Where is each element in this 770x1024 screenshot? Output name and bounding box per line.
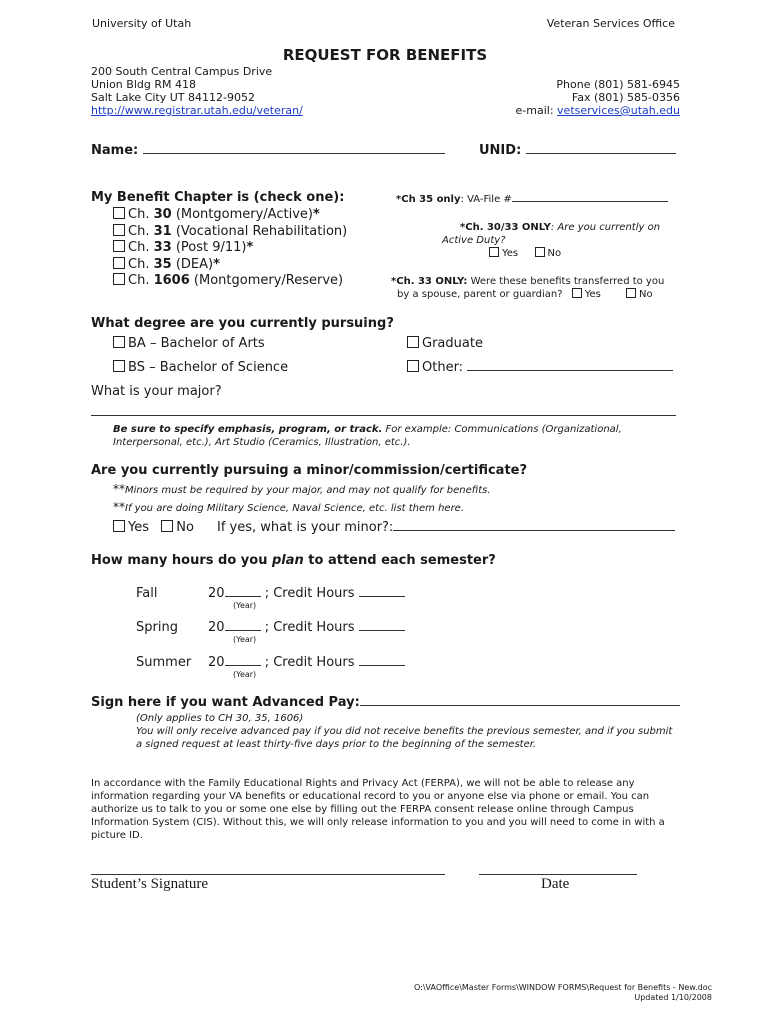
date-label: Date: [541, 876, 570, 892]
credit-hours-label: ; Credit Hours: [264, 655, 355, 670]
ch30-active-duty: [442, 221, 660, 260]
credit-hours-label: ; Credit Hours: [264, 586, 355, 601]
phone-number: Phone (801) 581-6945: [556, 78, 680, 91]
checkbox[interactable]: [407, 360, 419, 372]
minor-yes-label: Yes: [128, 520, 149, 535]
degree-heading: What degree are you currently pursuing?: [91, 316, 394, 331]
degree-bs[interactable]: [113, 360, 288, 375]
name-input-line[interactable]: [143, 153, 445, 154]
chapter-option-33[interactable]: [113, 240, 347, 257]
advance-pay-field: [91, 695, 680, 710]
term-label: Spring: [136, 620, 178, 635]
major-question: What is your major?: [91, 384, 222, 399]
chapter-number: 1606: [153, 273, 190, 288]
ferpa-line: Information System (CIS). Without this, we will only release information to you and you will need to come in with a: [91, 817, 665, 828]
page-title: [0, 46, 770, 64]
year-input-line[interactable]: [225, 665, 261, 666]
term-row-spring: [208, 620, 405, 635]
ch35-text: : VA-File #: [460, 194, 512, 205]
credit-hours-input-line[interactable]: [359, 596, 405, 597]
minor-no-checkbox[interactable]: [161, 520, 173, 532]
chapter-asterisk: *: [246, 240, 254, 255]
address-block: [91, 65, 303, 117]
minor-input-line[interactable]: [393, 530, 675, 531]
advance-pay-notes: [136, 712, 672, 751]
ch33-text: Were these benefits transferred to you: [467, 276, 665, 287]
date-line[interactable]: [479, 874, 637, 875]
year-note: (Year): [233, 601, 257, 610]
no-label: No: [639, 289, 653, 300]
va-file-input-line[interactable]: [512, 201, 668, 202]
contact-block: [516, 78, 680, 117]
degree-other-label: Other:: [422, 360, 464, 375]
email-label: e-mail:: [515, 104, 558, 117]
major-input-line[interactable]: [91, 415, 676, 416]
advance-note1: (Only applies to CH 30, 35, 1606): [136, 713, 304, 724]
major-note-line2: Interpersonal, etc.), Art Studio (Ceramics, Illustration, etc.).: [113, 437, 411, 448]
chapter-number: 30: [153, 207, 172, 222]
advance-pay-heading: Sign here if you want Advanced Pay:: [91, 695, 360, 710]
chapter-prefix: Ch.: [128, 273, 154, 288]
chapter-prefix: Ch.: [128, 223, 154, 239]
major-note: [113, 423, 622, 449]
chapter-option-30[interactable]: [113, 207, 347, 224]
ch30-text2: Active Duty?: [442, 235, 506, 246]
chapter-option-1606[interactable]: [113, 273, 347, 290]
year-note: (Year): [233, 635, 257, 644]
ferpa-line: picture ID.: [91, 830, 143, 841]
student-signature-line[interactable]: [91, 874, 445, 875]
chapter-prefix: Ch.: [128, 207, 154, 222]
year-prefix: 20: [208, 586, 225, 601]
office-website-link[interactable]: http://www.registrar.utah.edu/veteran/: [91, 104, 303, 117]
transfer-yes-checkbox[interactable]: [572, 288, 582, 298]
chapter-number: 33: [153, 240, 172, 255]
ch35-va-file: [396, 194, 668, 205]
chapter-option-35[interactable]: [113, 257, 347, 274]
major-note-bold: Be sure to specify emphasis, program, or track.: [113, 424, 383, 435]
student-signature-label: Student’s Signature: [91, 876, 209, 892]
year-prefix: 20: [208, 620, 225, 635]
checkbox[interactable]: [113, 257, 125, 269]
address-line: Union Bldg RM 418: [91, 78, 196, 91]
degree-ba-label: BA – Bachelor of Arts: [128, 336, 265, 351]
active-duty-yes-checkbox[interactable]: [489, 247, 499, 257]
unid-input-line[interactable]: [526, 153, 676, 154]
minor-notes: [113, 481, 491, 517]
ch33-text2: by a spouse, parent or guardian?: [397, 289, 563, 300]
checkbox[interactable]: [407, 336, 419, 348]
minor-name-field: [217, 520, 675, 535]
hours-heading: [91, 553, 496, 568]
yes-label: Yes: [502, 248, 519, 259]
term-label: Summer: [136, 655, 192, 670]
chapter-desc: (DEA): [171, 256, 214, 272]
minor-note-stars: **: [113, 500, 125, 514]
credit-hours-label: ; Credit Hours: [264, 620, 355, 635]
year-input-line[interactable]: [225, 630, 261, 631]
address-line: Salt Lake City UT 84112-9052: [91, 91, 255, 104]
checkbox[interactable]: [113, 336, 125, 348]
minor-note1: Minors must be required by your major, and may not qualify for benefits.: [125, 485, 491, 496]
advance-pay-signature-line[interactable]: [360, 705, 680, 706]
ch33-transfer: [391, 275, 664, 301]
ch35-label: *Ch 35 only: [396, 194, 461, 205]
ch30-text: : Are you currently on: [550, 222, 661, 233]
chapter-desc: (Post 9/11): [171, 240, 247, 255]
chapter-number: 31: [153, 223, 172, 239]
chapter-desc: (Vocational Rehabilitation): [171, 223, 348, 239]
email-link[interactable]: vetservices@utah.edu: [557, 104, 680, 117]
chapter-asterisk: *: [312, 207, 320, 222]
minor-options: [113, 520, 194, 535]
minor-note2: If you are doing Military Science, Naval Science, etc. list them here.: [125, 503, 465, 514]
advance-note3: a signed request at least thirty-five days prior to the beginning of the semester.: [136, 739, 537, 750]
transfer-no-checkbox[interactable]: [626, 288, 636, 298]
unid-label: UNID:: [479, 143, 522, 158]
ch33-label: *Ch. 33 ONLY:: [391, 276, 468, 287]
document-path: O:\VAOffice\Master Forms\WINDOW FORMS\Request for Benefits - New.doc: [414, 983, 712, 992]
unid-field: [479, 143, 676, 158]
credit-hours-input-line[interactable]: [359, 665, 405, 666]
ferpa-notice: [91, 777, 665, 842]
other-degree-input-line[interactable]: [467, 370, 673, 371]
checkbox[interactable]: [113, 207, 125, 219]
chapter-list: [113, 207, 347, 290]
name-field: [91, 143, 445, 158]
ferpa-line: In accordance with the Family Educational Rights and Privacy Act (FERPA), we will not be able to release any: [91, 778, 635, 789]
degree-graduate[interactable]: [407, 336, 483, 351]
chapter-asterisk: *: [213, 256, 220, 272]
ferpa-line: information regarding your VA benefits or educational record to you or anyone else via phone or email. You can: [91, 791, 650, 802]
checkbox[interactable]: [113, 360, 125, 372]
degree-ba[interactable]: [113, 336, 265, 351]
degree-grad-label: Graduate: [422, 336, 483, 351]
chapter-heading: My Benefit Chapter is (check one):: [91, 190, 345, 205]
yes-label: Yes: [584, 289, 601, 300]
major-note-text: For example: Communications (Organizational,: [382, 424, 622, 435]
term-row-summer: [208, 655, 405, 670]
office-name: Veteran Services Office: [546, 17, 675, 30]
chapter-option-31[interactable]: [113, 224, 347, 241]
ch30-label: *Ch. 30/33 ONLY: [460, 222, 551, 233]
minor-yes-checkbox[interactable]: [113, 520, 125, 532]
chapter-number: 35: [153, 256, 172, 272]
minor-no-label: No: [176, 520, 194, 535]
checkbox[interactable]: [113, 273, 125, 285]
no-label: No: [547, 248, 562, 259]
checkbox[interactable]: [113, 240, 125, 252]
year-prefix: 20: [208, 655, 225, 670]
minor-heading: Are you currently pursuing a minor/commission/certificate?: [91, 463, 528, 478]
degree-other[interactable]: [407, 360, 673, 375]
minor-question: If yes, what is your minor?:: [217, 520, 394, 535]
advance-note2: You will only receive advanced pay if you did not receive benefits the previous semester, and if you submit: [136, 726, 673, 737]
credit-hours-input-line[interactable]: [359, 630, 405, 631]
university-name: University of Utah: [92, 17, 192, 30]
hours-heading-emphasis: plan: [271, 553, 304, 568]
email-line: [516, 104, 680, 117]
chapter-desc: (Montgomery/Reserve): [189, 273, 344, 288]
hours-heading-post: to attend each semester?: [303, 553, 496, 568]
term-row-fall: [208, 586, 405, 601]
footer: [414, 983, 712, 1003]
page-title-text: REQUEST FOR BENEFITS: [282, 46, 488, 64]
hours-heading-pre: How many hours do you: [91, 553, 272, 568]
fax-number: Fax (801) 585-0356: [571, 91, 680, 104]
degree-bs-label: BS – Bachelor of Science: [128, 360, 289, 375]
year-input-line[interactable]: [225, 596, 261, 597]
minor-note-stars: **: [113, 482, 125, 496]
term-label: Fall: [136, 586, 158, 601]
chapter-desc: (Montgomery/Active): [171, 207, 313, 222]
active-duty-no-checkbox[interactable]: [535, 247, 545, 257]
checkbox[interactable]: [113, 224, 125, 236]
address-line: 200 South Central Campus Drive: [91, 65, 273, 78]
active-duty-options: [442, 247, 660, 260]
year-note: (Year): [233, 670, 257, 679]
chapter-prefix: Ch.: [128, 256, 154, 272]
ferpa-line: authorize us to talk to you or some one else by filling out the FERPA consent release online through Campus: [91, 804, 634, 815]
updated-date: Updated 1/10/2008: [634, 993, 712, 1002]
chapter-prefix: Ch.: [128, 240, 154, 255]
name-label: Name:: [91, 143, 139, 158]
